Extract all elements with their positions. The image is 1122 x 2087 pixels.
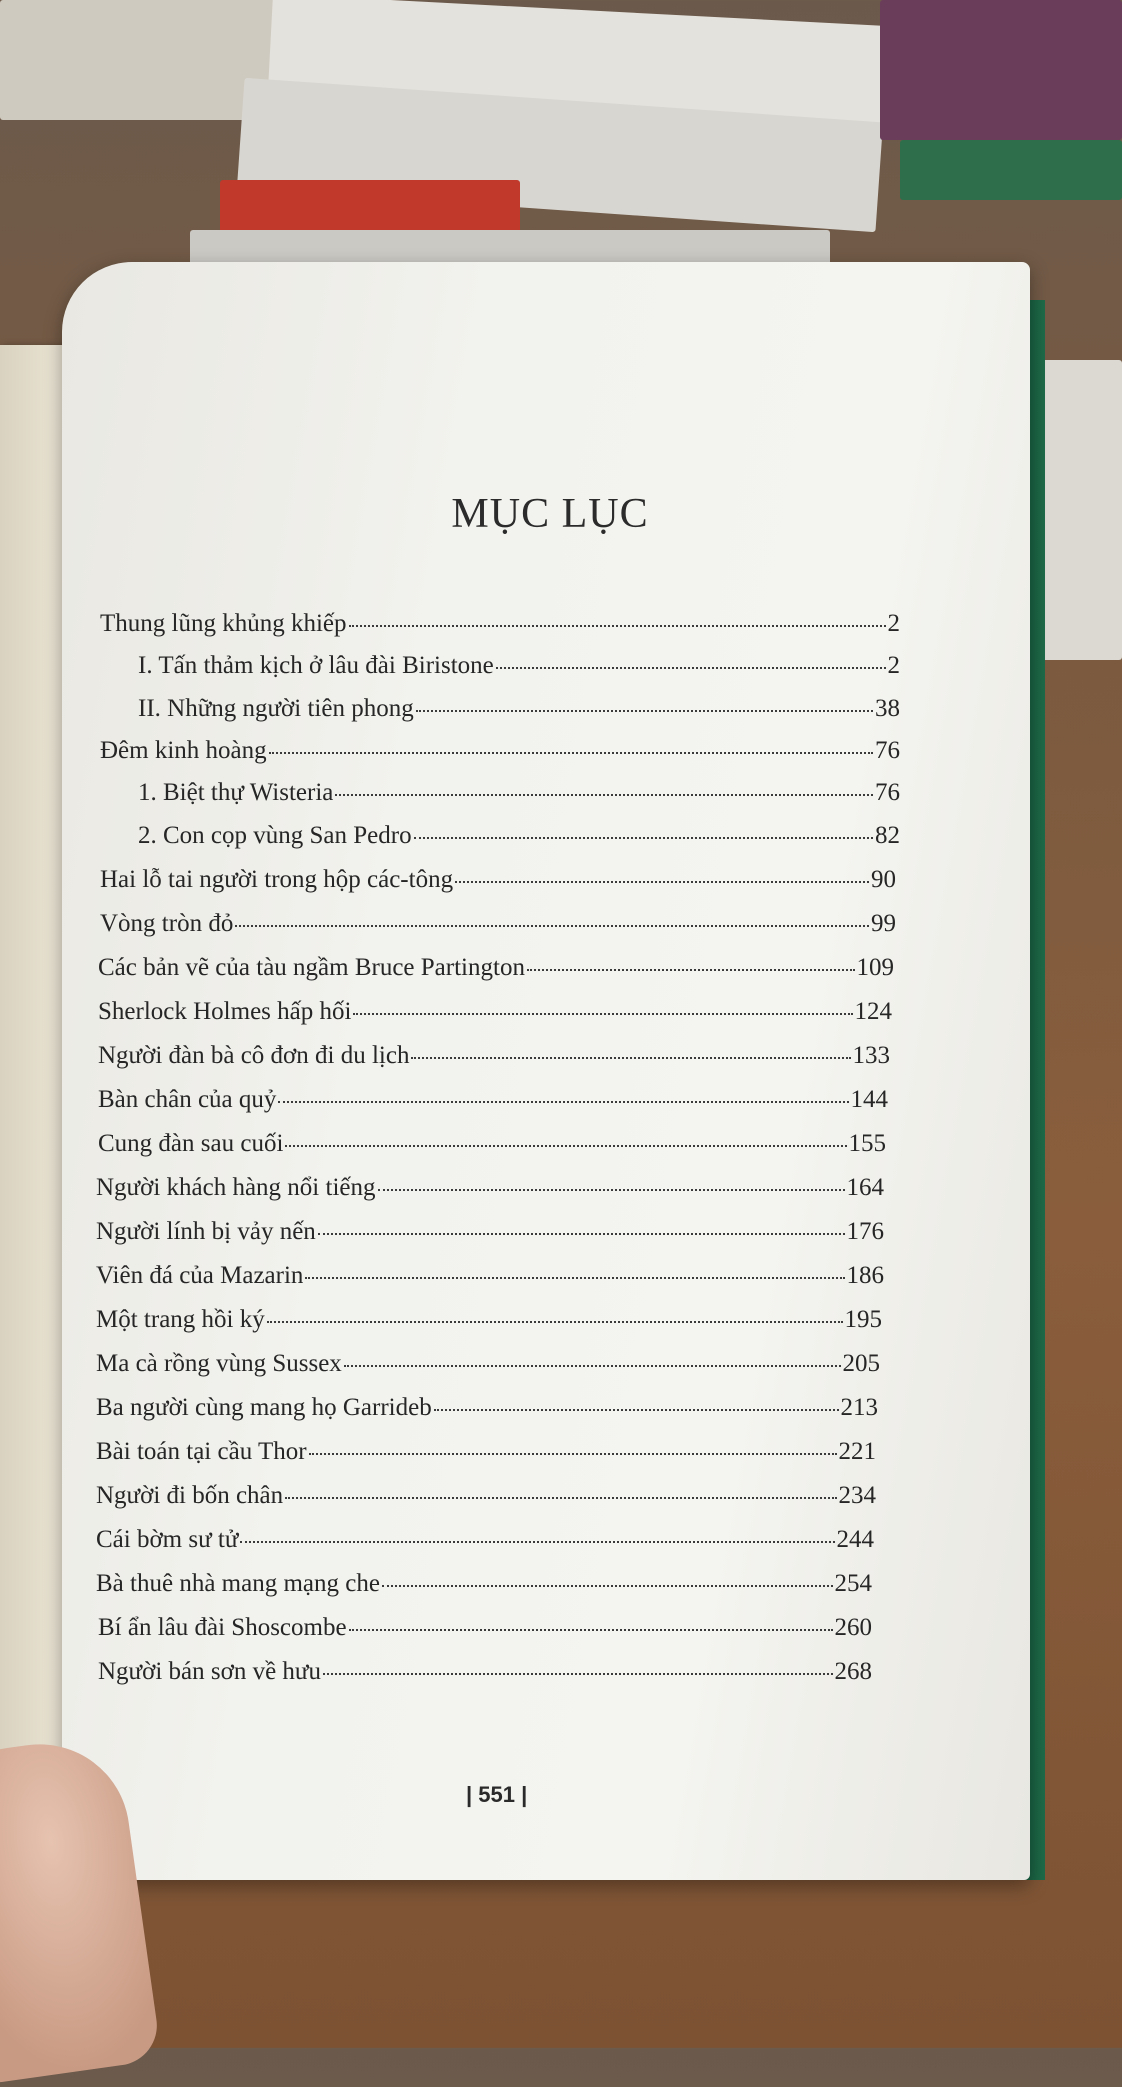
toc-entry-title: Ba người cùng mang họ Garrideb xyxy=(96,1394,432,1421)
toc-entry-title: Cái bờm sư tử xyxy=(96,1526,239,1553)
toc-entry-title: Người lính bị vảy nến xyxy=(96,1218,316,1245)
toc-entry-page: 124 xyxy=(854,998,892,1025)
toc-entry-title: Bà thuê nhà mang mạng che xyxy=(96,1570,380,1597)
toc-entry-title: Bài toán tại cầu Thor xyxy=(96,1438,307,1465)
toc-entry-title: Cung đàn sau cuối xyxy=(98,1130,284,1157)
toc-leader-dots xyxy=(344,1364,841,1367)
toc-leader-dots xyxy=(323,1672,833,1675)
toc-leader-dots xyxy=(269,751,873,754)
toc-entry-title: 2. Con cọp vùng San Pedro xyxy=(138,822,412,849)
toc-entry-page: 99 xyxy=(871,910,896,937)
toc-leader-dots xyxy=(455,880,869,883)
toc-entry-page: 205 xyxy=(842,1350,880,1377)
toc-entry-page: 38 xyxy=(875,695,900,722)
toc-entry-page: 82 xyxy=(875,822,900,849)
toc-leader-dots xyxy=(349,624,886,627)
toc-leader-dots xyxy=(496,666,886,669)
toc-entry-title: Người khách hàng nổi tiếng xyxy=(96,1174,376,1201)
toc-entry-page: 254 xyxy=(834,1570,872,1597)
toc-entry xyxy=(100,910,896,938)
toc-entry xyxy=(98,1658,872,1686)
toc-entry-title: Ma cà rồng vùng Sussex xyxy=(96,1350,342,1377)
toc-entry xyxy=(138,652,900,680)
toc-entry-title: Bàn chân của quỷ xyxy=(98,1086,277,1113)
toc-leader-dots xyxy=(353,1012,852,1015)
toc-entry-title: 1. Biệt thự Wisteria xyxy=(138,779,334,806)
toc-entry-page: 144 xyxy=(850,1086,888,1113)
toc-entry xyxy=(98,1042,890,1070)
toc-leader-dots xyxy=(318,1232,845,1235)
toc-entry-title: II. Những người tiên phong xyxy=(138,695,414,722)
toc-entry-page: 260 xyxy=(834,1614,872,1641)
toc-leader-dots xyxy=(278,1100,848,1103)
toc-leader-dots xyxy=(434,1408,839,1411)
toc-leader-dots xyxy=(382,1584,833,1587)
toc-entry xyxy=(96,1306,882,1334)
toc-leader-dots xyxy=(285,1496,836,1499)
toc-entry-title: Thung lũng khủng khiếp xyxy=(100,610,347,637)
toc-entry xyxy=(98,1130,886,1158)
toc-entry-page: 164 xyxy=(846,1174,884,1201)
toc-entry-title: Một trang hồi ký xyxy=(96,1306,265,1333)
toc-entry-page: 195 xyxy=(844,1306,882,1333)
toc-entry-page: 234 xyxy=(838,1482,876,1509)
toc-entry xyxy=(96,1218,884,1246)
toc-entry xyxy=(96,1526,874,1554)
toc-entry-page: 176 xyxy=(846,1218,884,1245)
toc-entry xyxy=(138,822,900,850)
toc-entry-page: 2 xyxy=(887,610,900,637)
toc-entry-page: 268 xyxy=(834,1658,872,1685)
toc-entry-page: 133 xyxy=(852,1042,890,1069)
toc-entry xyxy=(96,1482,876,1510)
toc-leader-dots xyxy=(309,1452,837,1455)
toc-leader-dots xyxy=(378,1188,845,1191)
toc-entry-page: 109 xyxy=(856,954,894,981)
toc-leader-dots xyxy=(240,1540,834,1543)
toc-entry xyxy=(96,1438,876,1466)
page-number: | 551 | xyxy=(466,1782,528,1807)
toc-entry-title: I. Tấn thảm kịch ở lâu đài Biristone xyxy=(138,652,494,679)
toc-entry-title: Viên đá của Mazarin xyxy=(96,1262,304,1289)
toc-leader-dots xyxy=(414,836,873,839)
toc-leader-dots xyxy=(285,1144,846,1147)
toc-entry xyxy=(100,866,896,894)
toc-entry-page: 155 xyxy=(848,1130,886,1157)
toc-entry xyxy=(100,610,900,638)
toc-entry xyxy=(98,1614,872,1642)
toc-leader-dots xyxy=(527,968,855,971)
toc-entry xyxy=(100,737,900,765)
toc-entry-title: Vòng tròn đỏ xyxy=(100,910,234,937)
toc-entry-title: Người đàn bà cô đơn đi du lịch xyxy=(98,1042,410,1069)
toc-entry-page: 186 xyxy=(846,1262,884,1289)
toc-leader-dots xyxy=(267,1320,843,1323)
toc-entry-title: Sherlock Holmes hấp hối xyxy=(98,998,352,1025)
toc-leader-dots xyxy=(349,1628,833,1631)
toc-entry xyxy=(138,695,900,723)
toc-leader-dots xyxy=(235,924,869,927)
toc-entry xyxy=(98,954,894,982)
toc-entry xyxy=(98,998,892,1026)
toc-entry-title: Hai lỗ tai người trong hộp các-tông xyxy=(100,866,454,893)
toc-entry-page: 244 xyxy=(836,1526,874,1553)
toc-entry xyxy=(96,1570,872,1598)
toc-entry-title: Người bán sơn về hưu xyxy=(98,1658,321,1685)
toc-entry-page: 2 xyxy=(887,652,900,679)
toc-entry xyxy=(96,1174,884,1202)
toc-entry xyxy=(96,1262,884,1290)
toc-entry xyxy=(98,1086,888,1114)
toc-entry xyxy=(96,1394,878,1422)
toc-leader-dots xyxy=(411,1056,850,1059)
toc-entry-title: Người đi bốn chân xyxy=(96,1482,284,1509)
toc-entry-title: Bí ẩn lâu đài Shoscombe xyxy=(98,1614,347,1641)
toc-leader-dots xyxy=(305,1276,844,1279)
toc-entry-page: 76 xyxy=(875,737,900,764)
toc-entry-title: Các bản vẽ của tàu ngầm Bruce Partington xyxy=(98,954,525,981)
toc-entry-page: 76 xyxy=(875,779,900,806)
toc-entry-page: 90 xyxy=(871,866,896,893)
toc-entry-title: Đêm kinh hoàng xyxy=(100,737,267,764)
toc-entry xyxy=(138,779,900,807)
toc-leader-dots xyxy=(416,709,873,712)
toc-entry-page: 221 xyxy=(838,1438,876,1465)
toc-entry xyxy=(96,1350,880,1378)
toc-entry-page: 213 xyxy=(840,1394,878,1421)
toc-leader-dots xyxy=(335,793,873,796)
page-title: MỤC LỤC xyxy=(451,491,649,537)
